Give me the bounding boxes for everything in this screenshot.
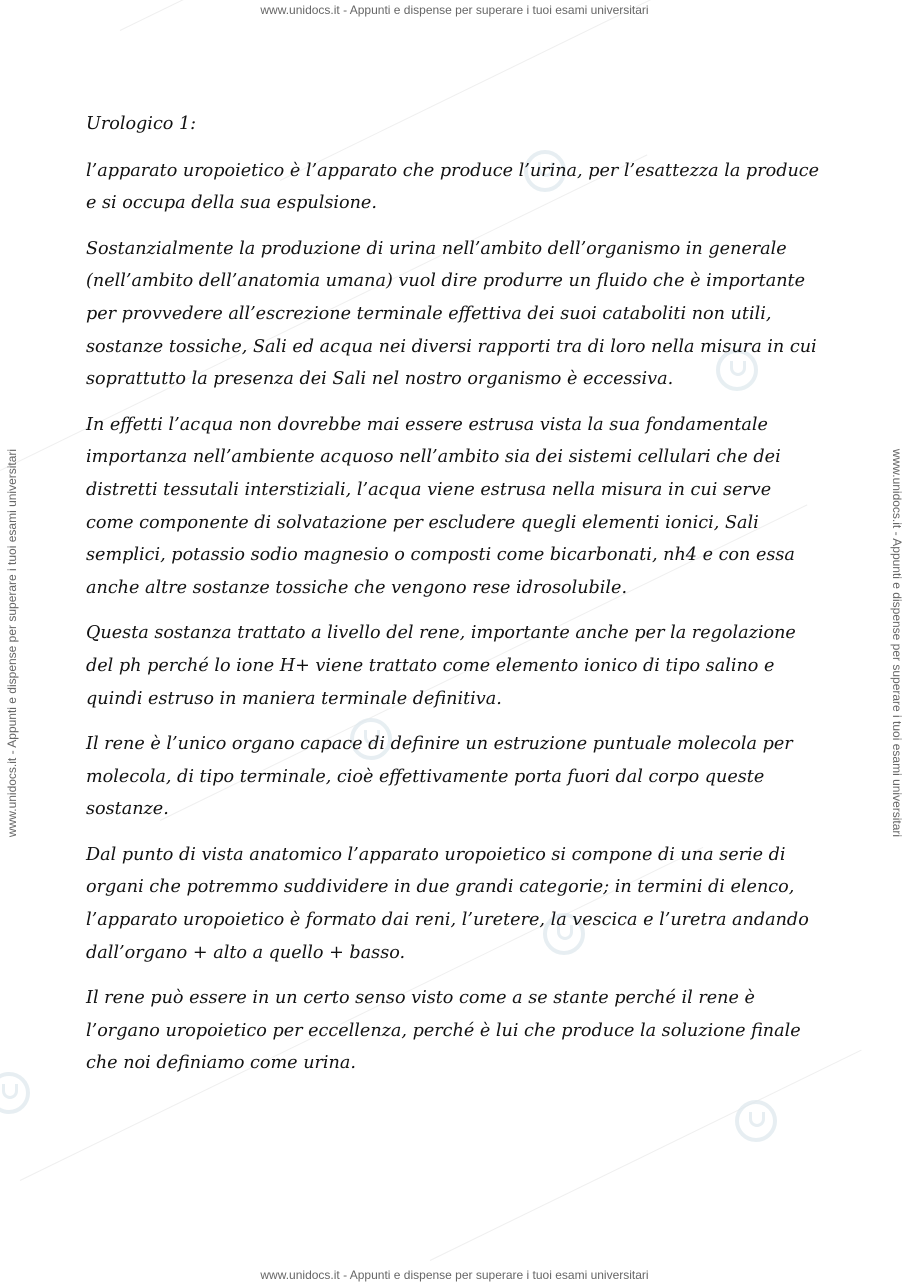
- paragraph: Questa sostanza trattato a livello del rene, importante anche per la regolazione del ph perché lo ione H+ viene trattato come elemento ionico di tipo salino e quindi estruso in maniera terminale definitiva.: [86, 623, 796, 709]
- paragraph: l’apparato uropoietico è l’apparato che produce l’urina, per l’esattezza la produce e si occupa della sua espulsione.: [86, 160, 820, 214]
- watermark-bottom: www.unidocs.it - Appunti e dispense per superare i tuoi esami universitari: [260, 1268, 649, 1282]
- paragraph: Dal punto di vista anatomico l’apparato uropoietico si compone di una serie di organi che potremmo suddividere in due grandi categorie; in termini di elenco, l’apparato uropoietico è formato dai reni, l’uretere, la vescica e l’uretra andando dall’organo + alto a quello + basso.: [86, 844, 809, 963]
- paragraph: Sostanzialmente la produzione di urina nell’ambito dell’organismo in generale (nell’ambito dell’anatomia umana) vuol dire produrre un fluido che è importante per provvedere all’escrezione terminale effettiva dei suoi cataboliti non utili, sostanze tossiche, Sali ed acqua nei diversi rapporti tra di loro nella misura in cui soprattutto la presenza dei Sali nel nostro organismo è eccessiva.: [86, 238, 817, 390]
- unidocs-logo-icon: [735, 1100, 777, 1142]
- watermark-left: www.unidocs.it - Appunti e dispense per superare i tuoi esami universitari: [5, 448, 19, 838]
- document-body: [86, 108, 821, 1093]
- paragraph: In effetti l’acqua non dovrebbe mai essere estrusa vista la sua fondamentale importanza nell’ambiente acquoso nell’ambito sia dei sistemi cellulari che dei distretti tessutali interstiziali, l’acqua viene estrusa nella misura in cui serve come componente di solvatazione per escludere quegli elementi ionici, Sali semplici, potassio sodio magnesio o composti come bicarbonati, nh4 e con essa anche altre sostanze tossiche che vengono rese idrosolubile.: [86, 414, 795, 598]
- document-title: Urologico 1:: [86, 114, 197, 134]
- paragraph: Il rene può essere in un certo senso visto come a se stante perché il rene è l’organo uropoietico per eccellenza, perché è lui che produce la soluzione finale che noi definiamo come urina.: [86, 988, 801, 1074]
- paragraph: Il rene è l’unico organo capace di definire un estruzione puntuale molecola per molecola, di tipo terminale, cioè effettivamente porta fuori dal corpo queste sostanze.: [86, 734, 793, 820]
- watermark-right: www.unidocs.it - Appunti e dispense per superare i tuoi esami universitari: [890, 448, 904, 838]
- watermark-top: www.unidocs.it - Appunti e dispense per superare i tuoi esami universitari: [260, 3, 649, 17]
- unidocs-logo-icon: [0, 1072, 30, 1114]
